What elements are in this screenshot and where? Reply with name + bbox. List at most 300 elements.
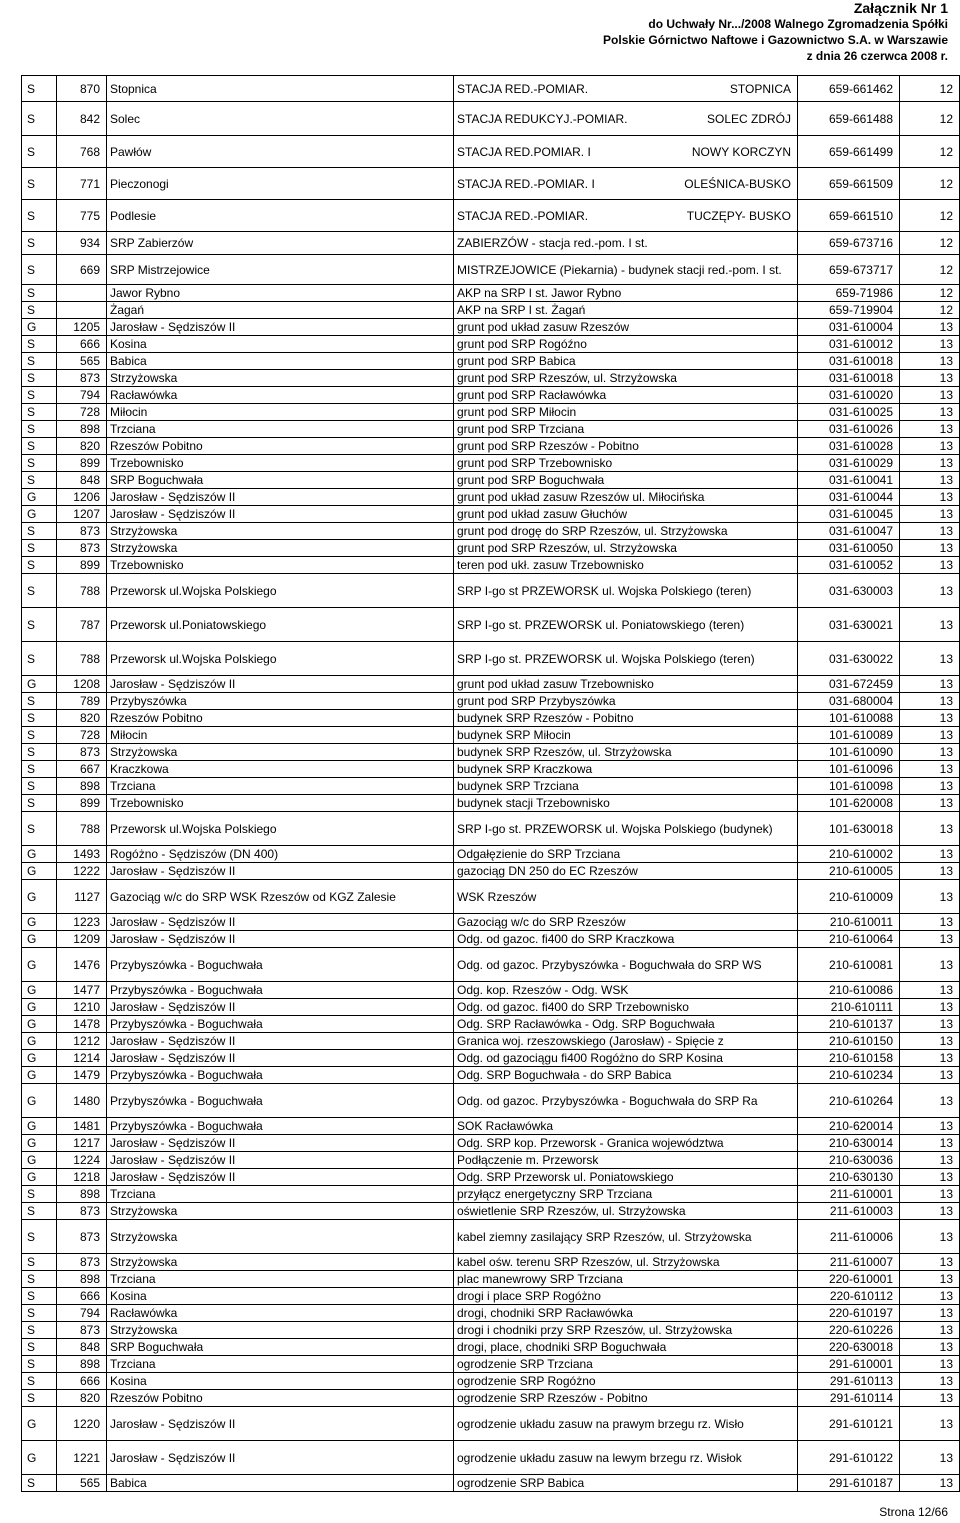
table-row — [22, 982, 960, 999]
name-cell: Rzeszów Pobitno — [107, 438, 454, 455]
description-text: STACJA RED.POMIAR. I — [457, 144, 591, 159]
number-cell: 1207 — [57, 506, 107, 523]
name-cell: Jarosław - Sędziszów II — [107, 1169, 454, 1186]
type-cell: S — [22, 370, 57, 387]
table-row — [22, 1118, 960, 1135]
description-cell — [454, 255, 798, 285]
description-cell: przyłącz energetyczny SRP Trzciana — [454, 1186, 798, 1203]
type-cell: S — [22, 744, 57, 761]
code-cell: 031-610012 — [798, 336, 900, 353]
group-cell: 13 — [900, 727, 960, 744]
group-cell: 13 — [900, 863, 960, 880]
group-cell: 13 — [900, 557, 960, 574]
table-row — [22, 1016, 960, 1033]
group-cell: 12 — [900, 232, 960, 255]
name-cell: Przybyszówka - Boguchwała — [107, 1016, 454, 1033]
description-cell: grunt pod układ zasuw Głuchów — [454, 506, 798, 523]
number-cell: 789 — [57, 693, 107, 710]
group-cell: 12 — [900, 76, 960, 102]
description-text: SRP I-go st. PRZEWORSK ul. Wojska Polskiego (teren) — [457, 651, 755, 666]
table-row — [22, 232, 960, 255]
group-cell: 13 — [900, 336, 960, 353]
type-cell: G — [22, 1050, 57, 1067]
number-cell: 842 — [57, 102, 107, 136]
name-cell: Strzyżowska — [107, 540, 454, 557]
code-cell: 210-610158 — [798, 1050, 900, 1067]
table-row — [22, 1339, 960, 1356]
number-cell: 728 — [57, 404, 107, 421]
description-text: MISTRZEJOWICE (Piekarnia) - budynek stacji red.-pom. I st. — [457, 262, 782, 277]
description-cell — [454, 1084, 798, 1118]
name-cell: Pawłów — [107, 136, 454, 168]
table-row — [22, 1186, 960, 1203]
group-cell: 13 — [900, 1135, 960, 1152]
code-cell: 210-610150 — [798, 1033, 900, 1050]
group-cell: 13 — [900, 812, 960, 846]
description-cell: ogrodzenie SRP Rogóżno — [454, 1373, 798, 1390]
group-cell: 13 — [900, 489, 960, 506]
location-text: NOWY KORCZYN — [691, 144, 791, 159]
description-cell: Odg. SRP Boguchwała - do SRP Babica — [454, 1067, 798, 1084]
code-cell: 659-673717 — [798, 255, 900, 285]
group-cell: 13 — [900, 948, 960, 982]
code-cell: 291-610001 — [798, 1356, 900, 1373]
type-cell: G — [22, 931, 57, 948]
description-cell: ogrodzenie SRP Babica — [454, 1475, 798, 1492]
group-cell: 13 — [900, 370, 960, 387]
code-cell: 210-610064 — [798, 931, 900, 948]
name-cell: Strzyżowska — [107, 1322, 454, 1339]
asset-table — [21, 75, 960, 1492]
code-cell: 210-610081 — [798, 948, 900, 982]
code-cell: 220-610226 — [798, 1322, 900, 1339]
description-text: SRP I-go st. PRZEWORSK ul. Wojska Polskiego (budynek) — [457, 821, 773, 836]
table-row — [22, 76, 960, 102]
number-cell: 934 — [57, 232, 107, 255]
description-cell: Odg. kop. Rzeszów - Odg. WSK — [454, 982, 798, 999]
name-cell: SRP Boguchwała — [107, 472, 454, 489]
code-cell: 291-610187 — [798, 1475, 900, 1492]
description-cell: AKP na SRP I st. Jawor Rybno — [454, 285, 798, 302]
table-row — [22, 255, 960, 285]
number-cell: 788 — [57, 574, 107, 608]
number-cell: 771 — [57, 168, 107, 200]
table-row — [22, 1407, 960, 1441]
code-cell: 659-661499 — [798, 136, 900, 168]
header-line-2: Polskie Górnictwo Naftowe i Gazownictwo S.A. w Warszawie — [603, 33, 948, 47]
code-cell: 211-610006 — [798, 1220, 900, 1254]
header-line-1: do Uchwały Nr.../2008 Walnego Zgromadzenia Spółki — [648, 17, 948, 31]
type-cell: S — [22, 421, 57, 438]
table-row — [22, 336, 960, 353]
number-cell: 820 — [57, 710, 107, 727]
group-cell: 13 — [900, 1050, 960, 1067]
name-cell: Jarosław - Sędziszów II — [107, 506, 454, 523]
code-cell: 031-672459 — [798, 676, 900, 693]
group-cell: 13 — [900, 880, 960, 914]
name-cell: Strzyżowska — [107, 1203, 454, 1220]
description-cell: drogi i place SRP Rogóżno — [454, 1288, 798, 1305]
table-row — [22, 540, 960, 557]
type-cell: S — [22, 102, 57, 136]
name-cell: Racławówka — [107, 387, 454, 404]
type-cell: S — [22, 302, 57, 319]
type-cell: S — [22, 642, 57, 676]
type-cell: S — [22, 1475, 57, 1492]
table-row — [22, 761, 960, 778]
code-cell: 211-610007 — [798, 1254, 900, 1271]
code-cell: 210-610111 — [798, 999, 900, 1016]
code-cell: 210-610005 — [798, 863, 900, 880]
type-cell: S — [22, 1186, 57, 1203]
description-text: WSK Rzeszów — [457, 889, 537, 904]
type-cell: G — [22, 1067, 57, 1084]
code-cell: 211-610001 — [798, 1186, 900, 1203]
code-cell: 291-610121 — [798, 1407, 900, 1441]
code-cell: 031-610041 — [798, 472, 900, 489]
table-row — [22, 1373, 960, 1390]
description-cell: grunt pod drogę do SRP Rzeszów, ul. Strzyżowska — [454, 523, 798, 540]
code-cell: 659-661509 — [798, 168, 900, 200]
group-cell: 13 — [900, 693, 960, 710]
name-cell: SRP Zabierzów — [107, 232, 454, 255]
table-row — [22, 353, 960, 370]
description-cell: plac manewrowy SRP Trzciana — [454, 1271, 798, 1288]
table-row — [22, 608, 960, 642]
name-cell: Trzciana — [107, 421, 454, 438]
description-cell — [454, 1441, 798, 1475]
description-cell: budynek SRP Rzeszów - Pobitno — [454, 710, 798, 727]
group-cell: 13 — [900, 1322, 960, 1339]
group-cell: 13 — [900, 1203, 960, 1220]
group-cell: 13 — [900, 387, 960, 404]
number-cell: 787 — [57, 608, 107, 642]
type-cell: G — [22, 982, 57, 999]
type-cell: G — [22, 1169, 57, 1186]
description-cell: Gazociąg w/c do SRP Rzeszów — [454, 914, 798, 931]
type-cell: G — [22, 914, 57, 931]
description-cell — [454, 642, 798, 676]
description-cell — [454, 948, 798, 982]
description-cell: grunt pod SRP Trzciana — [454, 421, 798, 438]
name-cell: Jarosław - Sędziszów II — [107, 931, 454, 948]
number-cell: 1493 — [57, 846, 107, 863]
description-cell: ogrodzenie SRP Trzciana — [454, 1356, 798, 1373]
code-cell: 031-630003 — [798, 574, 900, 608]
group-cell: 13 — [900, 982, 960, 999]
number-cell: 873 — [57, 1254, 107, 1271]
name-cell: Przeworsk ul.Poniatowskiego — [107, 608, 454, 642]
table-row — [22, 1135, 960, 1152]
table-row — [22, 557, 960, 574]
type-cell: S — [22, 472, 57, 489]
table-row — [22, 880, 960, 914]
description-cell: Odg. od gazoc. fi400 do SRP Trzebownisko — [454, 999, 798, 1016]
description-text: ogrodzenie układu zasuw na lewym brzegu rz. Wisłok — [457, 1450, 742, 1465]
description-cell: Odg. od gazoc. fi400 do SRP Kraczkowa — [454, 931, 798, 948]
type-cell: G — [22, 1441, 57, 1475]
group-cell: 13 — [900, 1373, 960, 1390]
name-cell: Strzyżowska — [107, 744, 454, 761]
type-cell: G — [22, 1135, 57, 1152]
code-cell: 031-610047 — [798, 523, 900, 540]
number-cell: 898 — [57, 421, 107, 438]
name-cell: Podlesie — [107, 200, 454, 232]
name-cell: Przybyszówka - Boguchwała — [107, 1067, 454, 1084]
number-cell: 775 — [57, 200, 107, 232]
group-cell: 12 — [900, 102, 960, 136]
name-cell: Kosina — [107, 1288, 454, 1305]
code-cell: 031-610050 — [798, 540, 900, 557]
name-cell: Trzebownisko — [107, 557, 454, 574]
code-cell: 031-610029 — [798, 455, 900, 472]
description-cell: grunt pod SRP Rogóźno — [454, 336, 798, 353]
group-cell: 13 — [900, 404, 960, 421]
name-cell: Kraczkowa — [107, 761, 454, 778]
name-cell: Miłocin — [107, 404, 454, 421]
code-cell: 031-610045 — [798, 506, 900, 523]
name-cell: Strzyżowska — [107, 523, 454, 540]
type-cell: G — [22, 1016, 57, 1033]
code-cell: 101-610089 — [798, 727, 900, 744]
name-cell: Jarosław - Sędziszów II — [107, 1152, 454, 1169]
table-row — [22, 1254, 960, 1271]
description-cell: Odg. SRP Racławówka - Odg. SRP Boguchwała — [454, 1016, 798, 1033]
code-cell: 659-661510 — [798, 200, 900, 232]
description-cell: grunt pod SRP Babica — [454, 353, 798, 370]
location-text: SOLEC ZDRÓJ — [706, 111, 791, 126]
type-cell: S — [22, 76, 57, 102]
code-cell: 210-610009 — [798, 880, 900, 914]
type-cell: G — [22, 506, 57, 523]
name-cell: Gazociąg w/c do SRP WSK Rzeszów od KGZ Zalesie — [107, 880, 454, 914]
type-cell: S — [22, 1356, 57, 1373]
group-cell: 13 — [900, 421, 960, 438]
name-cell: Strzyżowska — [107, 1254, 454, 1271]
type-cell: S — [22, 710, 57, 727]
page-number: Strona 12/66 — [879, 1505, 948, 1519]
code-cell: 659-71986 — [798, 285, 900, 302]
description-cell: oświetlenie SRP Rzeszów, ul. Strzyżowska — [454, 1203, 798, 1220]
group-cell: 13 — [900, 1220, 960, 1254]
code-cell: 101-630018 — [798, 812, 900, 846]
code-cell: 659-661488 — [798, 102, 900, 136]
name-cell: SRP Mistrzejowice — [107, 255, 454, 285]
number-cell: 1222 — [57, 863, 107, 880]
number-cell: 898 — [57, 778, 107, 795]
description-cell: kabel ośw. terenu SRP Rzeszów, ul. Strzyżowska — [454, 1254, 798, 1271]
description-cell — [454, 608, 798, 642]
description-cell — [454, 574, 798, 608]
type-cell: S — [22, 232, 57, 255]
number-cell: 899 — [57, 455, 107, 472]
type-cell: S — [22, 1305, 57, 1322]
name-cell: Babica — [107, 1475, 454, 1492]
name-cell: Przybyszówka - Boguchwała — [107, 1118, 454, 1135]
table-row — [22, 1322, 960, 1339]
table-row — [22, 455, 960, 472]
type-cell: G — [22, 948, 57, 982]
code-cell: 659-661462 — [798, 76, 900, 102]
description-cell: grunt pod SRP Rzeszów, ul. Strzyżowska — [454, 540, 798, 557]
table-row — [22, 506, 960, 523]
type-cell: S — [22, 727, 57, 744]
description-cell: budynek SRP Trzciana — [454, 778, 798, 795]
table-row — [22, 489, 960, 506]
code-cell: 210-610002 — [798, 846, 900, 863]
code-cell: 101-610088 — [798, 710, 900, 727]
group-cell: 13 — [900, 1305, 960, 1322]
description-cell — [454, 168, 798, 200]
table-row — [22, 812, 960, 846]
group-cell: 12 — [900, 136, 960, 168]
group-cell: 13 — [900, 778, 960, 795]
number-cell: 873 — [57, 1322, 107, 1339]
number-cell: 1220 — [57, 1407, 107, 1441]
code-cell: 031-610018 — [798, 353, 900, 370]
type-cell: G — [22, 999, 57, 1016]
group-cell: 13 — [900, 353, 960, 370]
type-cell: S — [22, 1271, 57, 1288]
number-cell: 1221 — [57, 1441, 107, 1475]
code-cell: 210-610011 — [798, 914, 900, 931]
number-cell: 1214 — [57, 1050, 107, 1067]
description-cell: SOK Racławówka — [454, 1118, 798, 1135]
type-cell: S — [22, 336, 57, 353]
group-cell: 13 — [900, 999, 960, 1016]
group-cell: 13 — [900, 761, 960, 778]
name-cell: Trzciana — [107, 1271, 454, 1288]
type-cell: S — [22, 455, 57, 472]
table-row — [22, 846, 960, 863]
number-cell: 788 — [57, 812, 107, 846]
number-cell: 1476 — [57, 948, 107, 982]
description-text: SRP I-go st. PRZEWORSK ul. Poniatowskiego (teren) — [457, 617, 745, 632]
number-cell: 1205 — [57, 319, 107, 336]
code-cell: 101-610098 — [798, 778, 900, 795]
code-cell: 291-610113 — [798, 1373, 900, 1390]
table-row — [22, 168, 960, 200]
type-cell: S — [22, 353, 57, 370]
code-cell: 101-620008 — [798, 795, 900, 812]
description-cell: grunt pod układ zasuw Rzeszów — [454, 319, 798, 336]
number-cell: 898 — [57, 1271, 107, 1288]
type-cell: S — [22, 285, 57, 302]
type-cell: S — [22, 540, 57, 557]
table-row — [22, 1084, 960, 1118]
description-cell: Granica woj. rzeszowskiego (Jarosław) - Spięcie z — [454, 1033, 798, 1050]
number-cell: 788 — [57, 642, 107, 676]
code-cell: 210-630130 — [798, 1169, 900, 1186]
table-row — [22, 948, 960, 982]
description-cell: gazociąg DN 250 do EC Rzeszów — [454, 863, 798, 880]
description-cell: grunt pod SRP Racławówka — [454, 387, 798, 404]
name-cell: Miłocin — [107, 727, 454, 744]
group-cell: 12 — [900, 285, 960, 302]
type-cell: G — [22, 676, 57, 693]
table-row — [22, 421, 960, 438]
code-cell: 211-610003 — [798, 1203, 900, 1220]
code-cell: 031-610004 — [798, 319, 900, 336]
table-row — [22, 1305, 960, 1322]
number-cell: 899 — [57, 795, 107, 812]
name-cell: Jarosław - Sędziszów II — [107, 1050, 454, 1067]
description-text: STACJA RED.-POMIAR. — [457, 81, 589, 96]
number-cell: 1224 — [57, 1152, 107, 1169]
document-header — [603, 0, 948, 64]
table-row — [22, 1441, 960, 1475]
type-cell: S — [22, 761, 57, 778]
number-cell: 873 — [57, 744, 107, 761]
number-cell: 820 — [57, 1390, 107, 1407]
name-cell: Rzeszów Pobitno — [107, 1390, 454, 1407]
type-cell: S — [22, 574, 57, 608]
name-cell: Jarosław - Sędziszów II — [107, 914, 454, 931]
description-cell: Odg. od gazociągu fi400 Rogóżno do SRP Kosina — [454, 1050, 798, 1067]
table-row — [22, 1390, 960, 1407]
table-row — [22, 200, 960, 232]
type-cell: S — [22, 200, 57, 232]
table-row — [22, 1220, 960, 1254]
type-cell: S — [22, 1203, 57, 1220]
type-cell: S — [22, 168, 57, 200]
group-cell: 13 — [900, 608, 960, 642]
name-cell: Strzyżowska — [107, 1220, 454, 1254]
table-row — [22, 1288, 960, 1305]
group-cell: 13 — [900, 1016, 960, 1033]
code-cell: 031-610028 — [798, 438, 900, 455]
code-cell: 031-610044 — [798, 489, 900, 506]
type-cell: S — [22, 255, 57, 285]
number-cell: 1127 — [57, 880, 107, 914]
group-cell: 13 — [900, 523, 960, 540]
group-cell: 13 — [900, 1339, 960, 1356]
number-cell — [57, 302, 107, 319]
name-cell: Przeworsk ul.Wojska Polskiego — [107, 812, 454, 846]
number-cell: 898 — [57, 1186, 107, 1203]
group-cell: 13 — [900, 795, 960, 812]
number-cell: 1481 — [57, 1118, 107, 1135]
number-cell: 666 — [57, 1288, 107, 1305]
description-text: SRP I-go st PRZEWORSK ul. Wojska Polskiego (teren) — [457, 583, 752, 598]
table-row — [22, 1033, 960, 1050]
code-cell: 210-610234 — [798, 1067, 900, 1084]
type-cell: S — [22, 1322, 57, 1339]
name-cell: Jarosław - Sędziszów II — [107, 1033, 454, 1050]
number-cell: 794 — [57, 387, 107, 404]
group-cell: 12 — [900, 302, 960, 319]
group-cell: 13 — [900, 1390, 960, 1407]
code-cell: 031-610018 — [798, 370, 900, 387]
name-cell: Trzciana — [107, 778, 454, 795]
number-cell — [57, 285, 107, 302]
number-cell: 565 — [57, 353, 107, 370]
group-cell: 13 — [900, 438, 960, 455]
description-text: STACJA RED.-POMIAR. — [457, 208, 589, 223]
table-row — [22, 523, 960, 540]
number-cell: 1209 — [57, 931, 107, 948]
table-row — [22, 319, 960, 336]
header-title: Załącznik Nr 1 — [853, 0, 948, 16]
table-row — [22, 778, 960, 795]
name-cell: Przybyszówka - Boguchwała — [107, 1084, 454, 1118]
table-row — [22, 438, 960, 455]
description-cell — [454, 102, 798, 136]
table-row — [22, 370, 960, 387]
number-cell: 1479 — [57, 1067, 107, 1084]
description-cell — [454, 1407, 798, 1441]
type-cell: G — [22, 1118, 57, 1135]
